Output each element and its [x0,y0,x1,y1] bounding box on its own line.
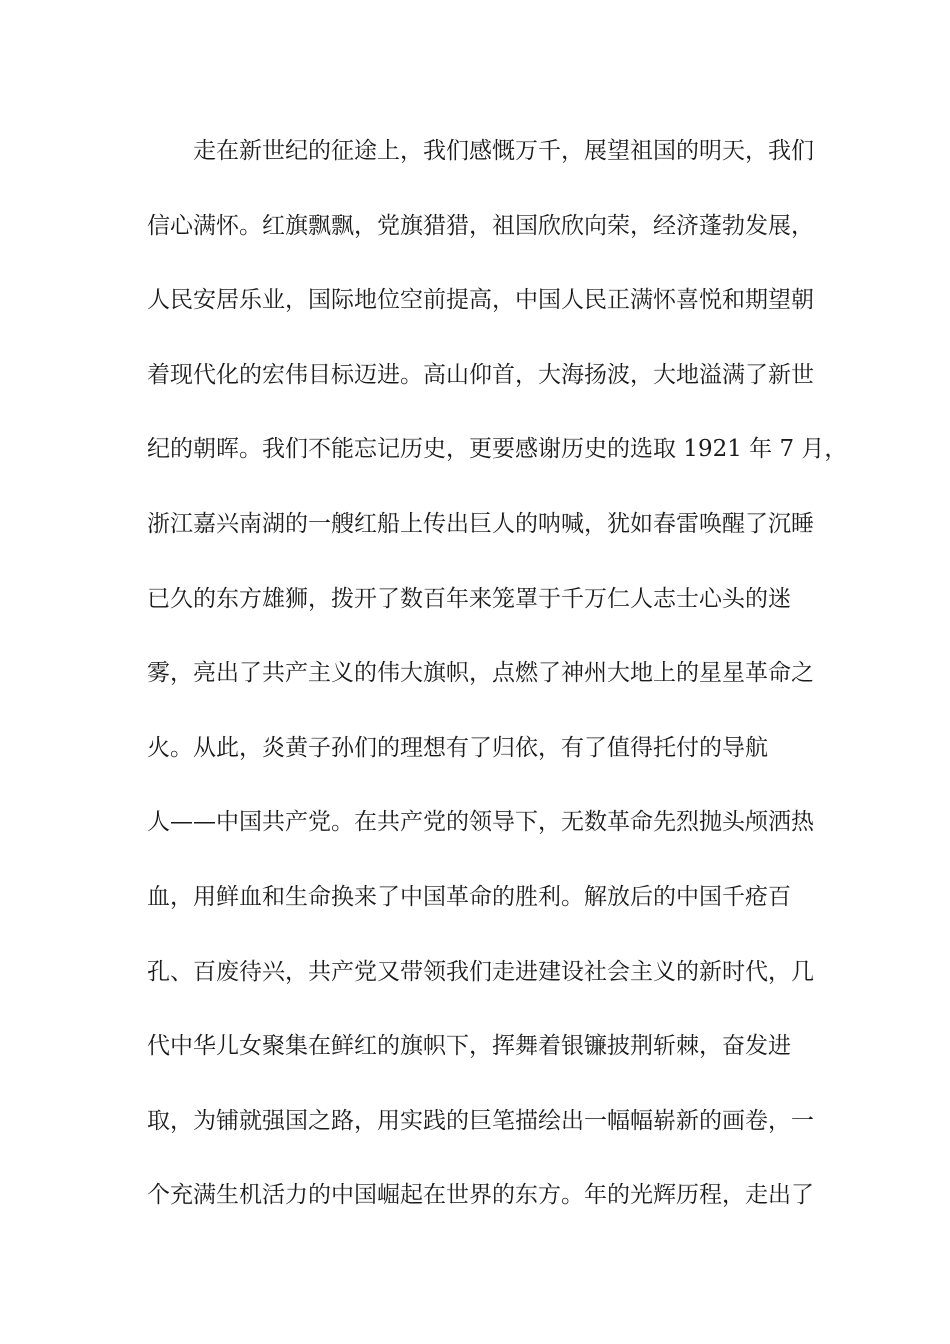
paragraph-line: 血，用鲜血和生命换来了中国革命的胜利。解放后的中国千疮百 [147,883,791,910]
paragraph-line: 着现代化的宏伟目标迈进。高山仰首，大海扬波，大地溢满了新世 [147,361,814,388]
paragraph-line: 已久的东方雄狮，拨开了数百年来笼罩于千万仁人志士心头的迷 [147,585,791,612]
paragraph-line: 取，为铺就强国之路，用实践的巨笔描绘出一幅幅崭新的画卷，一 [147,1107,814,1134]
paragraph-line: 人民安居乐业，国际地位空前提高，中国人民正满怀喜悦和期望朝 [147,287,814,314]
paragraph-line: 人——中国共产党。在共产党的领导下，无数革命先烈抛头颅洒热 [147,809,814,836]
paragraph-line: 火。从此，炎黄子孙们的理想有了归依，有了值得托付的导航 [147,734,768,761]
paragraph-line: 信心满怀。红旗飘飘，党旗猎猎，祖国欣欣向荣，经济蓬勃发展， [147,212,814,239]
body-paragraph [147,131,848,1250]
paragraph-line: 代中华儿女聚集在鲜红的旗帜下，挥舞着银镰披荆斩棘，奋发进 [147,1033,791,1060]
paragraph-line: 纪的朝晖。我们不能忘记历史，更要感谢历史的选取 1921 年 7 月， [147,436,848,463]
paragraph-line: 走在新世纪的征途上，我们感慨万千，展望祖国的明天，我们 [193,138,814,164]
paragraph-line: 个充满生机活力的中国崛起在世界的东方。年的光辉历程，走出了 [147,1182,814,1209]
paragraph-line: 孔、百废待兴，共产党又带领我们走进建设社会主义的新时代，几 [147,958,814,985]
paragraph-line: 浙江嘉兴南湖的一艘红船上传出巨人的呐喊，犹如春雷唤醒了沉睡 [147,510,814,537]
paragraph-line: 雾，亮出了共产主义的伟大旗帜，点燃了神州大地上的星星革命之 [147,660,814,687]
